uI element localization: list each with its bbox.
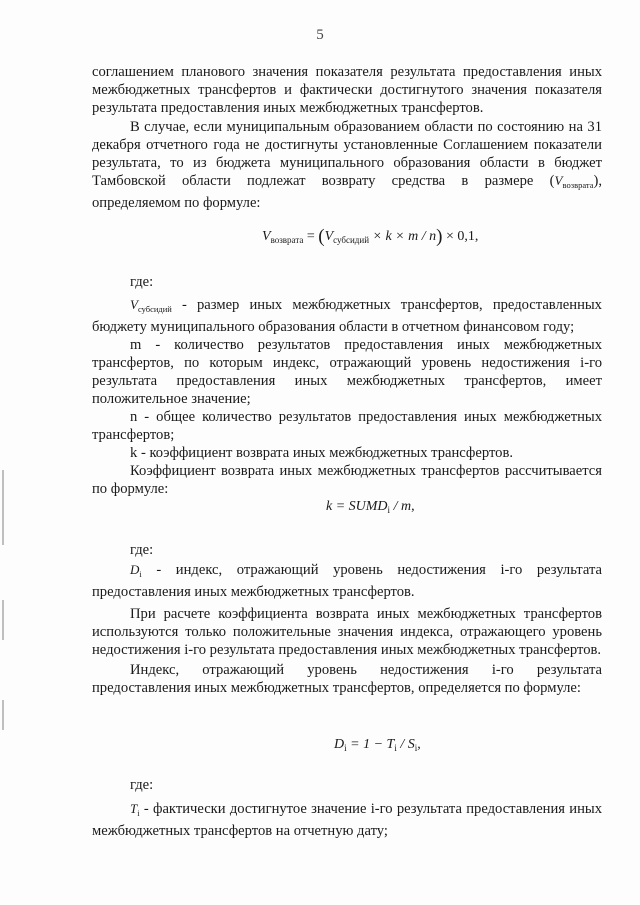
t-i-symbol: $T_i$	[130, 801, 140, 818]
formula-index: $D_i = 1 - T_i / S_i$,	[334, 737, 421, 753]
v-return-symbol: $V_{возврата}$	[554, 173, 594, 190]
where-label: где:	[130, 777, 154, 793]
v-subsidy-symbol: $V_{субсидий}$	[130, 297, 172, 314]
paragraph-text: соглашением планового значения показателя результата предоставления иных межбюджетных трансфертов и фактически достигнутого значения показателя результата предоставления иных межбюджетных трансфертов.	[92, 64, 602, 116]
definitions-block-1	[92, 273, 602, 498]
definition-di: - индекс, отражающий уровень недостижения i-го результата предоставления иных межбюджетных трансфертов.	[92, 562, 602, 600]
d-i-symbol: $D_i$	[130, 562, 142, 579]
paragraph-text: В случае, если муниципальным образованием области по состоянию на 31 декабря отчетного года не достигнуты установленные Соглашением показатели результата, то из бюджета муниципального образования области в бюджет Тамбовской области подлежат возврату средства в размере	[92, 119, 602, 189]
paragraph-return-condition: В случае, если муниципальным образованием области по состоянию на 31 декабря отчетного года не достигнуты установленные Соглашением показатели результата, то из бюджета муниципального образования области в бюджет Тамбовской области подлежат возврату средства в размере $(V_{возврата})$, определяемом по формуле:	[92, 119, 602, 211]
definition-k: k - коэффициент возврата иных межбюджетных трансфертов.	[130, 445, 513, 461]
where-label: где:	[130, 274, 154, 290]
scan-margin-mark	[2, 700, 4, 730]
definitions-block-3	[92, 776, 602, 840]
paragraph-positive-values: При расчете коэффициента возврата иных межбюджетных трансфертов используются только положительные значения индекса, отражающего уровень недостижения i-го результата предоставления иных межбюджетных трансфертов.	[92, 606, 602, 658]
formula-return-amount: $V_{возврата} = (V_{субсидий} \times k \times m / n) \times 0,1$,	[262, 226, 479, 247]
scan-margin-mark	[2, 600, 4, 640]
paragraph-text-tail: ), определяемом по формуле:	[92, 173, 602, 211]
definition-ti: - фактически достигнутое значение i-го результата предоставления иных межбюджетных трансфертов на отчетную дату;	[92, 801, 602, 839]
paragraph-continuation	[92, 63, 602, 117]
where-label: где:	[130, 542, 154, 558]
paragraph-index: Индекс, отражающий уровень недостижения i-го результата предоставления иных межбюджетных трансфертов, определяется по формуле:	[92, 662, 602, 696]
page-number: 5	[316, 27, 324, 43]
definitions-block-2	[92, 541, 602, 697]
definition-n: n - общее количество результатов предоставления иных межбюджетных трансфертов;	[92, 409, 602, 443]
definition-m: m - количество результатов предоставления иных межбюджетных трансфертов, по которым индекс, отражающий уровень недостижения i-го результата предоставления иных межбюджетных трансфертов, имеет положительное значение;	[92, 337, 602, 407]
scan-margin-mark	[2, 470, 4, 545]
definition-vsub: - размер иных межбюджетных трансфертов, предоставленных бюджету муниципального образования области в отчетном финансовом году;	[92, 297, 602, 335]
paragraph-coefficient: Коэффициент возврата иных межбюджетных трансфертов рассчитывается по формуле:	[92, 463, 602, 497]
formula-coefficient: $k = SUMD_i / m$,	[326, 499, 415, 515]
